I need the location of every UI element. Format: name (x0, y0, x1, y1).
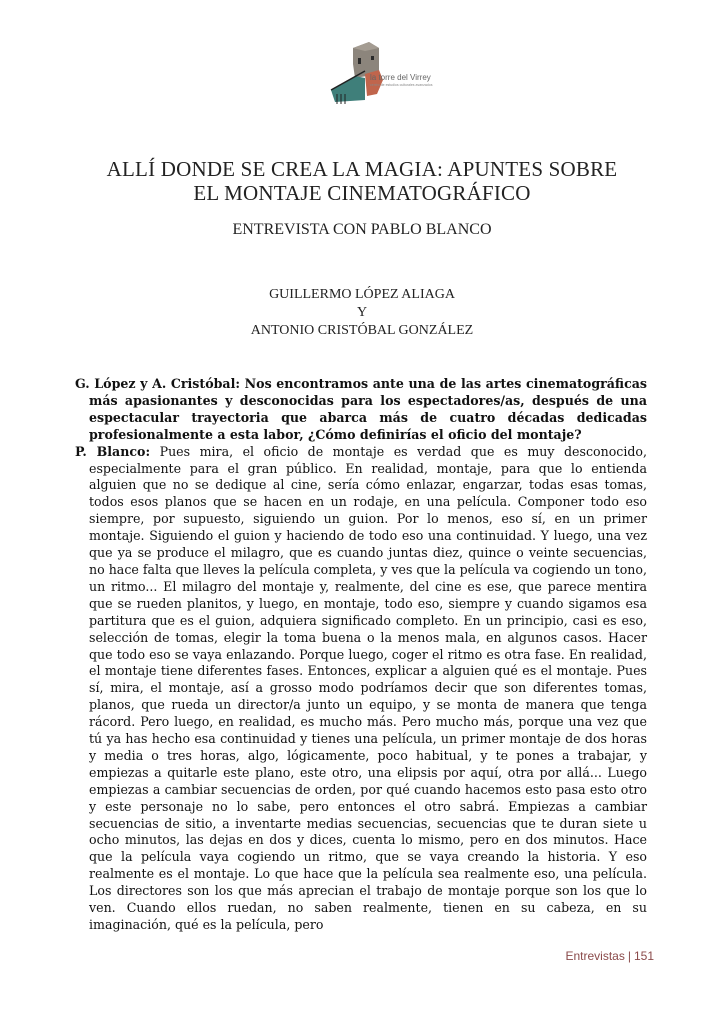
author-conjunction: Y (356, 305, 368, 320)
author-block (60, 286, 664, 340)
article-subtitle: ENTREVISTA CON PABLO BLANCO (232, 221, 492, 238)
question-text: Nos encontramos ante una de las artes cinematográficas más apasionantes y desconocidas para los espectadores/as, después de una espectacular trayectoria que abarca más de cuatro décadas dedicadas profesionalmente a esta labor, ¿Cómo definirías el oficio del montaje? (89, 376, 648, 442)
interview-question (75, 376, 647, 444)
page-number: 151 (633, 949, 654, 963)
footer-section: Entrevistas (565, 949, 625, 963)
interview-answer (75, 444, 647, 934)
logo-tagline: centro de estudios culturales avanzados (370, 83, 433, 87)
footer-separator: | (627, 949, 631, 963)
logo-caption (370, 73, 432, 88)
logo-name: la torre del Virrey (370, 73, 431, 82)
author-2: ANTONIO CRISTÓBAL GONZÁLEZ (250, 323, 474, 338)
author-1: GUILLERMO LÓPEZ ALIAGA (269, 287, 455, 302)
answer-text: Pues mira, el oficio de montaje es verdad que es muy desconocido, especialmente para el gran público. En realidad, montaje, para que lo entienda alguien que no se dedique al cine, sería cómo enlazar, engarzar, todas esas tomas, todos esos planos que se hacen en un rodaje, en una película. Componer todo eso siempre, por supuesto, siguiendo un guion. Por lo menos, eso sí, en un primer montaje. Siguiendo el guion y haciendo de todo eso una continuidad. Y luego, una vez que ya se produce el milagro, que es cuando juntas diez, quince o veinte secuencias, no hace falta que lleves la película completa, y ves que la película va cogiendo un tono, un ritmo... El milagro del montaje y, realmente, del cine es ese, que parece mentira que se rueden planitos, y luego, en montaje, todo eso, siempre y cuando sigamos esa partitura que es el guion, adquiera significado completo. En un principio, casi es eso, selección de tomas, elegir la toma buena o la menos mala, en algunos casos. Hacer que todo eso se vaya enlazando. Porque luego, coger el ritmo es otra fase. En realidad, el montaje tiene diferentes fases. Entonces, explicar a alguien qué es el montaje. Pues sí, mira, el montaje, así a grosso modo podríamos decir que son diferentes tomas, planos, que rueda un director/a junto un equipo, y se monta de manera que tenga rácord. Pero luego, en realidad, es mucho más. Pero mucho más, porque una vez que tú ya has hecho esa continuidad y tienes una película, un primer montaje de dos horas y media o tres horas, algo, lógicamente, poco habitual, y te pones a trabajar, y empiezas a quitarle este plano, este otro, una elipsis por aquí, otra por allá... Luego empiezas a cambiar secuencias de orden, por qué cuando hacemos esto pasa esto otro y este personaje no lo sabe, pero entonces el otro sabrá. Empiezas a cambiar secuencias de sitio, a inventarte medias secuencias, secuencias que te duran siete u ocho minutos, las dejas en dos y dices, cuenta lo mismo, pero en dos minutos. Hace que la película vaya cogiendo un ritmo, que se vaya creando la historia. Y eso realmente es el montaje. Lo que hace que la película sea realmente eso, una película. Los directores son los que más aprecian el trabajo de montaje porque son los que lo ven. Cuando ellos ruedan, no saben realmente, tienen en su cabeza, en su imaginación, qué es la película, pero (89, 443, 647, 932)
title-line-2: EL MONTAJE CINEMATOGRÁFICO (193, 181, 531, 205)
page-footer (565, 949, 654, 963)
interview-body (75, 376, 647, 934)
answer-speaker: P. Blanco: (75, 443, 151, 459)
title-line-1: ALLÍ DONDE SE CREA LA MAGIA: APUNTES SOBRE (106, 157, 618, 181)
question-speaker: G. López y A. Cristóbal: (75, 376, 241, 391)
article-title (60, 157, 664, 205)
